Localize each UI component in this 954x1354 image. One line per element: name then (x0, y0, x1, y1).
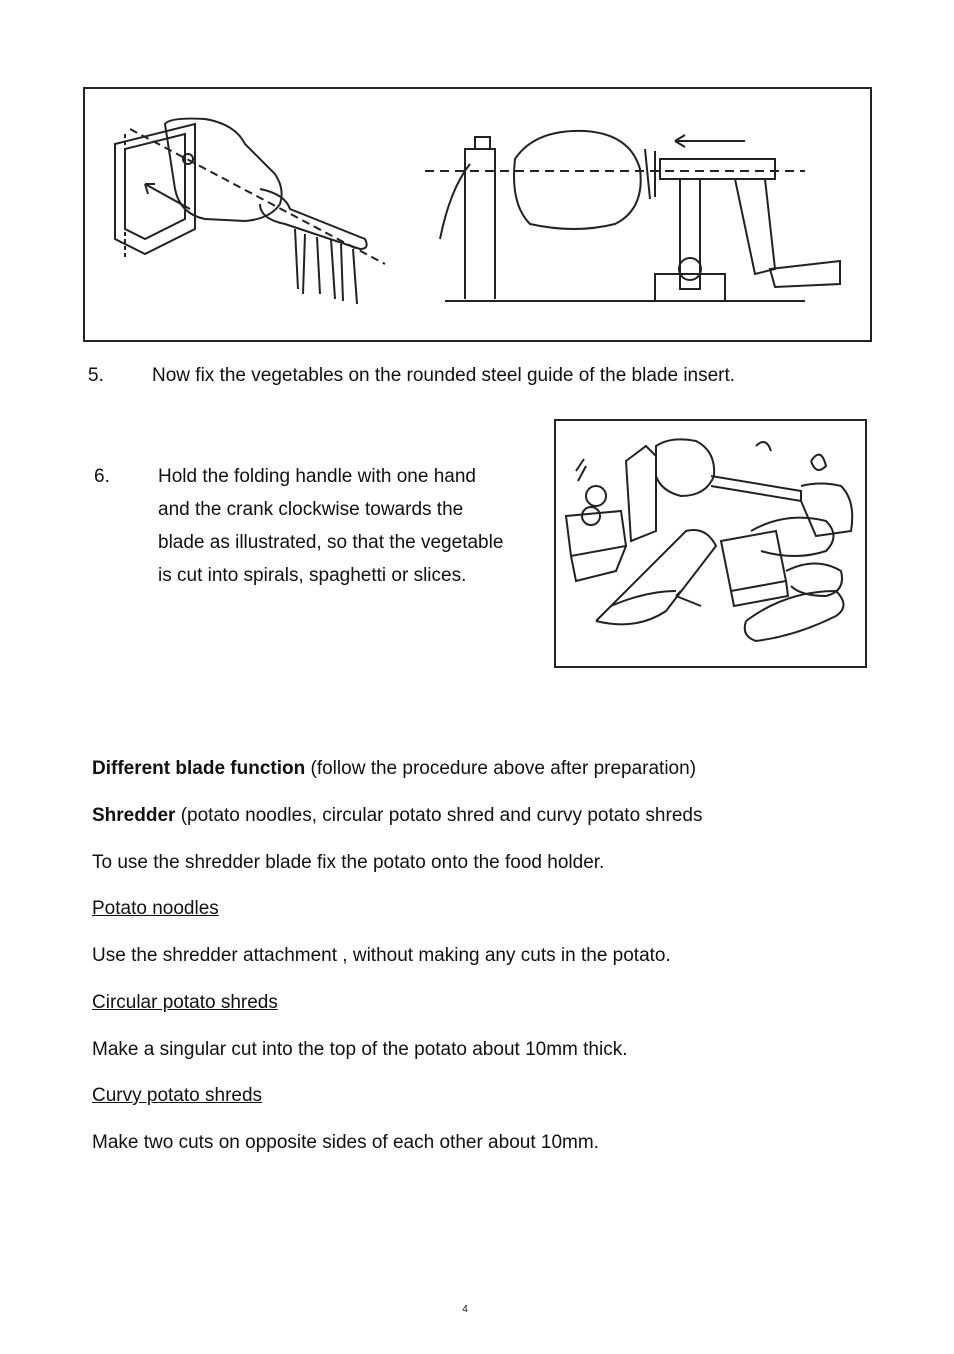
shredder-paragraph (92, 805, 702, 827)
left-drawing (115, 119, 385, 304)
step-6-line: and the crank clockwise towards the (158, 499, 464, 520)
shredder-heading: Shredder (92, 805, 176, 826)
blade-function-paragraph (92, 758, 696, 780)
step-6-line: is cut into spirals, spaghetti or slices. (158, 565, 467, 586)
step-6-number: 6. (94, 466, 110, 487)
shredder-use-text: To use the shredder blade fix the potato onto the food holder. (92, 852, 605, 873)
illustration-hands-operating-crank (554, 419, 867, 668)
step-6-line: blade as illustrated, so that the vegetable (158, 532, 504, 553)
potato-noodles-text: Use the shredder attachment , without making any cuts in the potato. (92, 945, 671, 966)
circular-shreds-heading: Circular potato shreds (92, 992, 278, 1013)
curvy-shreds-text: Make two cuts on opposite sides of each other about 10mm. (92, 1132, 599, 1153)
right-drawing (425, 131, 840, 301)
illustration-spiralizer-side-views (83, 87, 872, 342)
potato-noodles-heading: Potato noodles (92, 898, 219, 919)
step-6-line: Hold the folding handle with one hand (158, 466, 476, 487)
blade-function-note: (follow the procedure above after preparation) (305, 758, 697, 779)
step-5-text: Now fix the vegetables on the rounded steel guide of the blade insert. (152, 365, 736, 386)
shredder-note: (potato noodles, circular potato shred and curvy potato shreds (175, 805, 703, 826)
curvy-shreds-heading: Curvy potato shreds (92, 1085, 263, 1106)
circular-shreds-text: Make a singular cut into the top of the potato about 10mm thick. (92, 1039, 628, 1060)
step-5-number: 5. (88, 365, 104, 386)
blade-function-heading: Different blade function (92, 758, 306, 779)
page-number: 4 (462, 1304, 468, 1315)
step-6-text (158, 460, 503, 592)
